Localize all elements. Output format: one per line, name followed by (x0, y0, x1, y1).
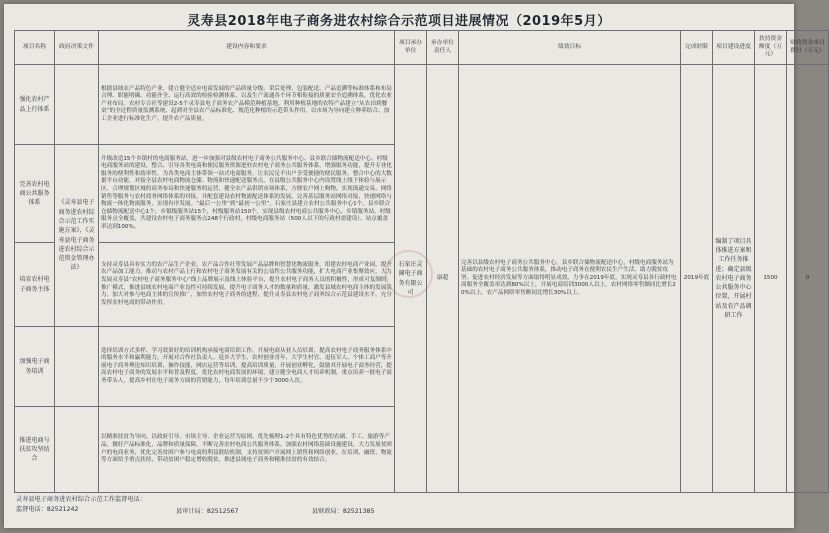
row-name: 强化农村产品上行体系 (15, 65, 55, 145)
row-content: 根据县域农产品特色产业，建立健全适应电商发展的产品质量分级、采后处理、包装配送、产品追溯等标准体系和布局合理、职能明确、功能齐全、运行高效的检验检测体系，以及生产流通各个环节相衔接的质量安全追溯体系，优化农业产业布局。农村专合社等建设2-5个灵寿县电子商务农产品模范种植基地，利用种植基地的农特产品建立“从农田到餐桌”的全过程质量监测系统，起到对全县农产品标准化、规范化种植的示范带头作用，以市场为导向建立种养结合、加工企业进行标准化生产，提升农产品质量。 (99, 65, 395, 145)
fund-cell: 1500 (755, 65, 787, 493)
goal-cell: 完善以县级农村电子商务公共服务中心，县乡联合储物流配送中心，村级电商服务站为基础的农村电子商务公共服务体系，推动电子商务在便利农民生产生活、助力脱贫攻坚、促进农村经济发展等方面取得明显成效，力争在2019年底，实现灵寿县各行政村电商服务全覆盖率达到80%以上，开展电商培训3000人以上，农村网络零售额同比增长20%以上，农产品网络零售额同比增长30%以上。 (459, 65, 681, 493)
header-progress: 项目建设进度 (713, 31, 755, 65)
policy-cell-empty (55, 407, 99, 493)
row-name: 加强电子商务培训 (15, 327, 55, 407)
policy-cell-empty (55, 327, 99, 407)
row-name: 培育农村电子商务主体 (15, 243, 55, 327)
policy-doc-cell: 《灵寿县电子商务进农村综合示范工作实施方案》，《灵寿县电子商务进农村综合示范资金管理办法》 (55, 145, 99, 327)
row-content: 升级改造15个乡镇村的电商服务站，进一步加强对县级农村电子商务公共服务中心、县乡联合储物流配送中心、村级电商服务站的建设、整合、引导各类电商和便民服务资源进驻农村电子商务公共服务体系，增强服务功能，提升专业化服务的便利性和效率性，为各类电商主体带领一站式电商服务，让农民足不出户享受便捷的便民服务。整合中心的大数据平台功能，对接全县农村电商物流仓储、物流和快递配送服务点，在县级公共服务中心内设置线上线下体验与展示区，合理规划区域的商务布局和快递服务的运营，健全农产品供销市场体系，方便农户网上购物，实现流通交易、网络销售等服务与农村商务网络体系的对接，并配套建设农村物流配送体系的发展，完善基层服务站网络对接，快递网络与物流一体化物流服务，实现有序发展。“最后一公里”到“最初一公里”，石家庄县建立农村公共服务中心1个，县乡联合仓储物流配送中心1个，乡镇级服务站15个，村级服务站150个，实现县级农村电商公共服务中心、乡镇服务站、村级服务点全覆盖，共建设农村电子商务服务点248个行政村，村级电商服务站（500人以下的行政村需建设），站点覆盖率达到100%。 (99, 145, 395, 243)
footer-auditor-phone: 县审计局：82512567 (176, 508, 239, 515)
unit-cell: 石家庄灵阔电子商务有限公司 (395, 65, 427, 493)
policy-cell-empty (55, 65, 99, 145)
row-name: 推进电商与扶贫攻坚结合 (15, 407, 55, 493)
header-row (15, 31, 829, 65)
row-content: 选择培训方式多样、学习效果好的培训机构承接电商培训工作，开展电商从业人员培训，提高农村电子商务服务体系中的服务水平和赢利能力，开展对合作社负责人、返乡大学生、农村创业青年、大学生村官、退伍军人、个体工商户等开展电子商务理论知识培训，操作技能、网店运营等培训，提高培训质量，开展创业孵化，鼓励其开展电子商务经营，提高农村电子商务的发展水平和普及程度，优化农村电商发展的环境，建立健全电商人才培养机制，重点培养一批电子商务带头人，提高乡村在电子商务方面的营销能力，每年培训总量不少于3000人次。 (99, 327, 395, 407)
deadline-cell: 2019年底 (681, 65, 713, 493)
page-title: 灵寿县2018年电子商务进农村综合示范项目进展情况（2019年5月） (187, 14, 611, 29)
header-deadline: 完成时限 (681, 31, 713, 65)
footer-contact: 监督电话：82521242 (16, 506, 79, 513)
row-content: 支持灵寿县具有实力的农产品生产企业、农产品合作社等发展产品品牌和智慧化物流服务，组建农村电商产业园，提升农产品加工能力，推动与农村产品上行和农村电子商务发展有关的公益性公共服务功能，扩大电商产业集聚效应，大力发展灵寿县“农村电子商务服务中心”线上品牌展示及线上体验平台，提升农村电子商务人员的积极性，形成可复制的推广模式，推进县域农村电商产业良性可持续发展，提升电子商务人才的数量和质量，激发县域农村电商主体的发展活力，加大对参与电商主体的宣传推广，加快农村电子商务的进程，提升灵寿县农村电子商务综合示范县建设水平，充分发挥农村电商的带动作用。 (99, 243, 395, 327)
row-content: 以精准扶贫为导向，以政府引导、市场主导、企业运营为原则，优先梳理1-2个具有特色优势的农副、手工、旅游等产品，做好产品标准化、品牌和质量保障，不断完善农村电商公共服务体系，加强农村网络基础设施建设，大力发展贫困户的电商业务，优化完善贫困户参与电商的利益联结机制，支持贫困户开展网上销售和网络创业，在培训、融资、物流等方面给予重点扶持，带动贫困户稳定增收脱贫，推进县域电子商务和精准扶贫的有效结合。 (99, 407, 395, 493)
header-person: 承办单位责任人 (427, 31, 459, 65)
header-goal: 绩效目标 (459, 31, 681, 65)
header-unit: 项目承办单位 (395, 31, 427, 65)
header-fund: 扶持资金额度（万元） (755, 31, 787, 65)
header-monthly: 财政资金本月拨付（万元） (787, 31, 829, 65)
footer-finance-phone: 县财政局：82521385 (312, 508, 375, 515)
header-project-name: 项目名称 (15, 31, 55, 65)
progress-table (14, 30, 829, 493)
header-content: 建设内容和要求 (99, 31, 395, 65)
table-row (15, 65, 829, 145)
person-cell: 康超 (427, 65, 459, 493)
header-policy-doc: 政府决策文件 (55, 31, 99, 65)
document-sheet (4, 4, 825, 528)
progress-cell: 编制了项目具体推进方案和工作任务推进；确定县级农村电子商务公共服务中心位置，开展村站及农产品调研工作 (713, 65, 755, 493)
row-name: 完善农村电商公共服务体系 (15, 145, 55, 243)
footer-unit-line: 灵寿县电子商务进农村综合示范工作监督电话： (16, 496, 146, 503)
monthly-cell: 0 (787, 65, 829, 493)
